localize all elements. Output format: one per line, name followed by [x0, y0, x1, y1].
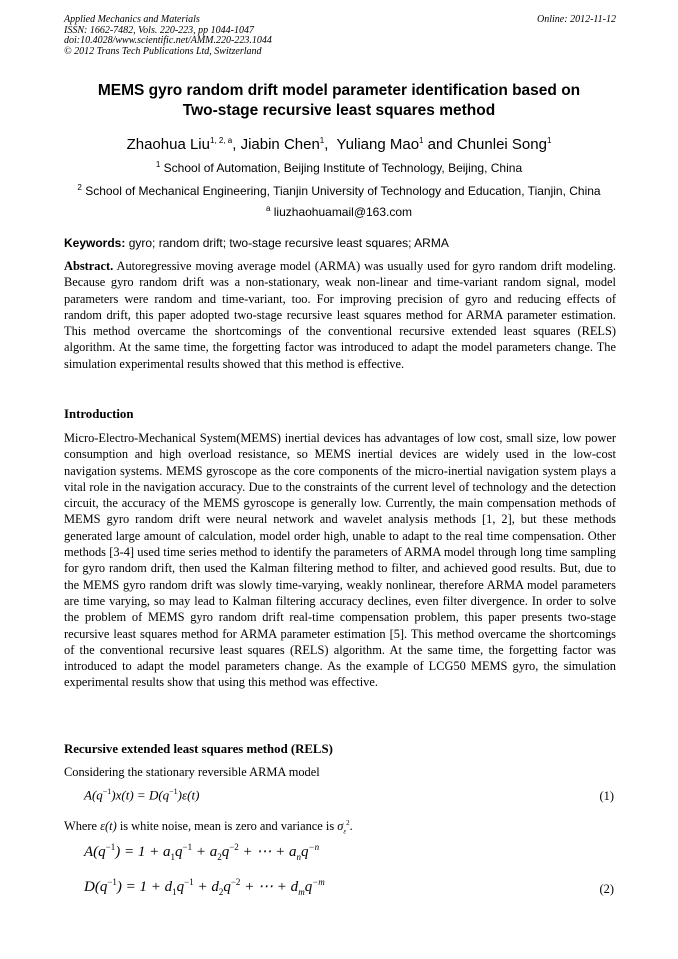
affiliation-2	[30, 180, 648, 199]
epsilon-symbol: ε(t)	[100, 819, 117, 834]
equation-d-poly: $D(q^{-1}) = 1 + d_1q^{-1} + d_2q^{-2}$ + ⋯ + $d_mq^{-m}$	[84, 877, 325, 897]
author-sep: ,	[324, 136, 337, 153]
author-sep: ,	[232, 136, 241, 153]
author-sup: 1, 2, a	[209, 136, 233, 145]
doi-line: doi:10.4028/www.scientific.net/AMM.220-223.1044	[64, 35, 272, 47]
author-sep: and	[423, 136, 457, 153]
author-sup: 1	[546, 136, 552, 145]
online-date: Online: 2012-11-12	[537, 14, 616, 25]
title-line-2: Two-stage recursive least squares method	[182, 102, 496, 119]
affiliation-text: School of Automation, Beijing Institute of Technology, Beijing, China	[163, 161, 523, 175]
author-list	[30, 132, 648, 154]
author-name: Zhaohua Liu	[126, 136, 210, 153]
equation-2-number: (2)	[599, 882, 614, 896]
title-line-1: MEMS gyro random drift model parameter identification based on	[97, 82, 581, 99]
introduction-text: Micro-Electro-Mechanical System(MEMS) inertial devices has advantages of low cost, small size, low power consumption and high overload resistance, so MEMS inertial devices are widely used in the low-cost navigation systems. MEMS gyroscope as the core components of the micro-inertial navigation system plays a vital role in the navigation accuracy. Due to the constraints of the current level of technology and the detection circuit, the accuracy of the MEMS gyroscope is generally low. Currently, the main compensation methods of MEMS gyro random drift were neural network and wavelet analysis methods [1, 2], but these methods generated large amount of calculation, model order high, unable to adapt to the real time compensation. Other methods [3-4] used time series method to identify the parameters of ARMA model through long time sampling for gyro random drift, then used the Kalman filtering method to filter, and achieved good results. But, due to the MEMS gyro random drift was slowly time-varying, weakly nonlinear, therefore ARMA model parameters are time varying, so may lead to Kalman filtering accuracy declines, even filter divergence. In order to solve the problem of MEMS gyro random drift real-time compensation problem, this paper presents two-stage recursive least squares method for ARMA parameter estimation [5]. This method overcame the shortcomings of the conventional recursive least squares (RELS) algorithm. At the same time, the forgetting factor was introduced to adapt the model parameters change. As the example of LCG50 MEMS gyro, the simulation experimental results show that using this method was effective.	[64, 431, 616, 690]
author-name: Jiabin Chen	[240, 136, 320, 153]
keywords	[64, 236, 616, 251]
section-heading-rels: Recursive extended least squares method (RELS)	[64, 742, 333, 756]
where-line: Where ε(t) is white noise, mean is zero and variance is $\sigma_\varepsilon^2$.	[64, 819, 353, 836]
where-prefix: Where	[64, 819, 98, 834]
keywords-text: gyro; random drift; two-stage recursive least squares; ARMA	[128, 236, 449, 250]
author-name: Yuliang Mao	[336, 136, 420, 153]
where-mid: is white noise, mean is zero and variance is	[119, 819, 335, 834]
email-sup: a	[265, 204, 271, 213]
affiliation-sup: 1	[155, 160, 161, 169]
keywords-label: Keywords:	[64, 236, 126, 250]
affiliation-1	[40, 157, 638, 176]
journal-name: Applied Mechanics and Materials	[64, 14, 200, 25]
author-sup: 1	[319, 136, 325, 145]
affiliation-sup: 2	[77, 183, 82, 192]
section-heading-introduction: Introduction	[64, 407, 134, 421]
issn-line: ISSN: 1662-7482, Vols. 220-223, pp 1044-1047	[64, 24, 254, 36]
abstract	[64, 258, 616, 372]
sigma-symbol: $\sigma_\varepsilon^2$	[337, 819, 350, 836]
equation-a-poly: $A(q^{-1}) = 1 + a_1q^{-1} + a_2q^{-2}$ + ⋯ + $a_nq^{-n}$	[84, 842, 320, 862]
abstract-text: Autoregressive moving average model (ARMA) was usually used for gyro random drift modeling. Because gyro random drift was a non-stationary, weak non-linear and time-variant random signal, model parameters were random and time-variant, too. For improving precision of gyro and reducing effects of random drift, this paper adopted two-stage recursive least squares method for ARMA parameter estimation. This method overcame the shortcomings of the conventional recursive extended least squares (RELS) algorithm. At the same time, the forgetting factor was introduced to adapt the model parameters change. The simulation experimental results showed that this method is effective.	[64, 259, 616, 371]
affiliation-text: School of Mechanical Engineering, Tianjin University of Technology and Education, Tianjin, China	[85, 184, 601, 198]
copyright-line: © 2012 Trans Tech Publications Ltd, Switzerland	[64, 45, 262, 57]
equation-1-number: (1)	[599, 789, 614, 803]
equation-1: $A(q^{-1})x(t) = D(q^{-1})\varepsilon(t)$	[84, 787, 200, 803]
author-sup: 1	[419, 136, 424, 145]
author-email	[40, 201, 638, 220]
journal-header	[64, 15, 616, 57]
paper-title	[40, 81, 638, 121]
abstract-label: Abstract.	[64, 259, 114, 273]
author-name: Chunlei Song	[456, 136, 547, 153]
email-text: liuzhaohuamail@163.com	[273, 205, 413, 219]
rels-intro-line: Considering the stationary reversible ARMA model	[64, 765, 320, 779]
